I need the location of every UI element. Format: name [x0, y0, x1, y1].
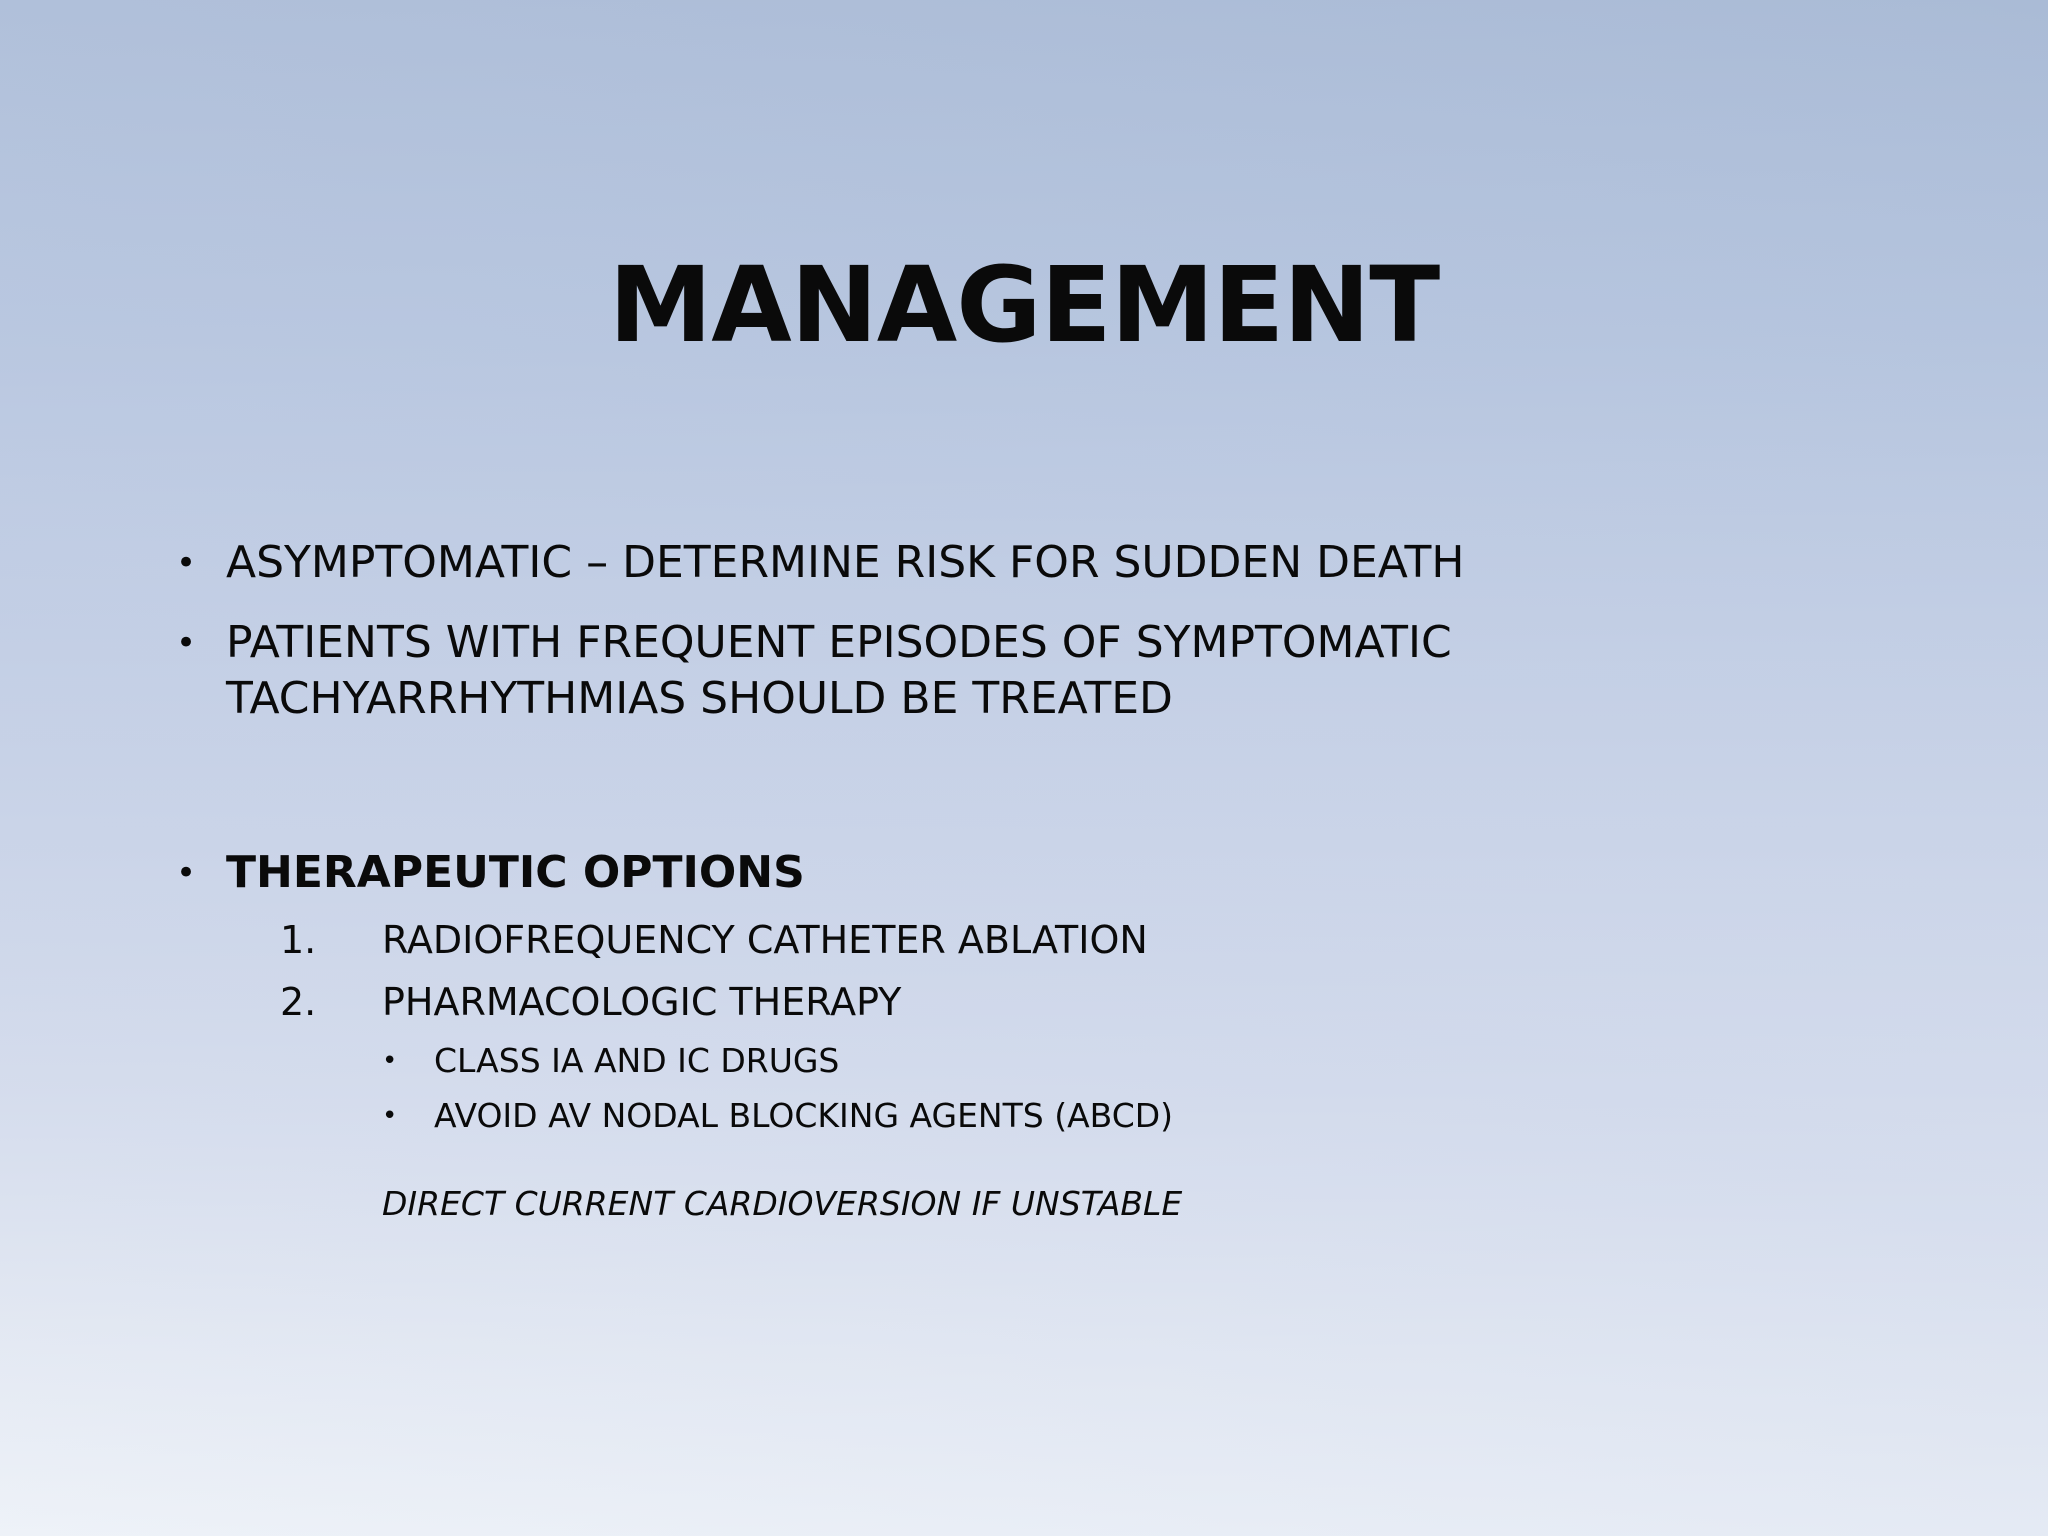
numbered-list [176, 915, 1876, 1138]
bullet-text: ASYMPTOMATIC – DETERMINE RISK FOR SUDDEN DEATH [226, 537, 1465, 588]
item-label: RADIOFREQUENCY CATHETER ABLATION [382, 918, 1148, 962]
options-heading: THERAPEUTIC OPTIONS [226, 847, 805, 898]
item-number: 1. [280, 918, 317, 962]
bullet-dot-icon: • [176, 623, 197, 663]
numbered-item [280, 977, 1876, 1027]
bullet-item-heading [176, 845, 1876, 901]
numbered-item [280, 915, 1876, 965]
bullet-text: PATIENTS WITH FREQUENT EPISODES OF SYMPTOMATIC TACHYARRHYTHMIAS SHOULD BE TREATED [226, 617, 1452, 724]
bullet-item [176, 535, 1876, 591]
bullet-dot-icon: • [382, 1046, 398, 1076]
slide-title [0, 245, 2048, 365]
sub-item [382, 1094, 1876, 1138]
bullet-list [176, 535, 1876, 1226]
item-label: PHARMACOLOGIC THERAPY [382, 980, 902, 1024]
bullet-dot-icon: • [176, 543, 197, 583]
sub-list [280, 1039, 1876, 1138]
bullet-dot-icon: • [176, 853, 197, 893]
sub-item-text: CLASS IA AND IC DRUGS [434, 1041, 840, 1080]
cardioversion-note: DIRECT CURRENT CARDIOVERSION IF UNSTABLE [382, 1184, 1183, 1223]
bullet-item [176, 615, 1556, 727]
sub-item [382, 1039, 1876, 1083]
sub-item-text: AVOID AV NODAL BLOCKING AGENTS (ABCD) [434, 1096, 1174, 1135]
slide-title-text: MANAGEMENT [608, 244, 1440, 366]
bullet-dot-icon: • [382, 1101, 398, 1131]
item-number: 2. [280, 980, 317, 1024]
